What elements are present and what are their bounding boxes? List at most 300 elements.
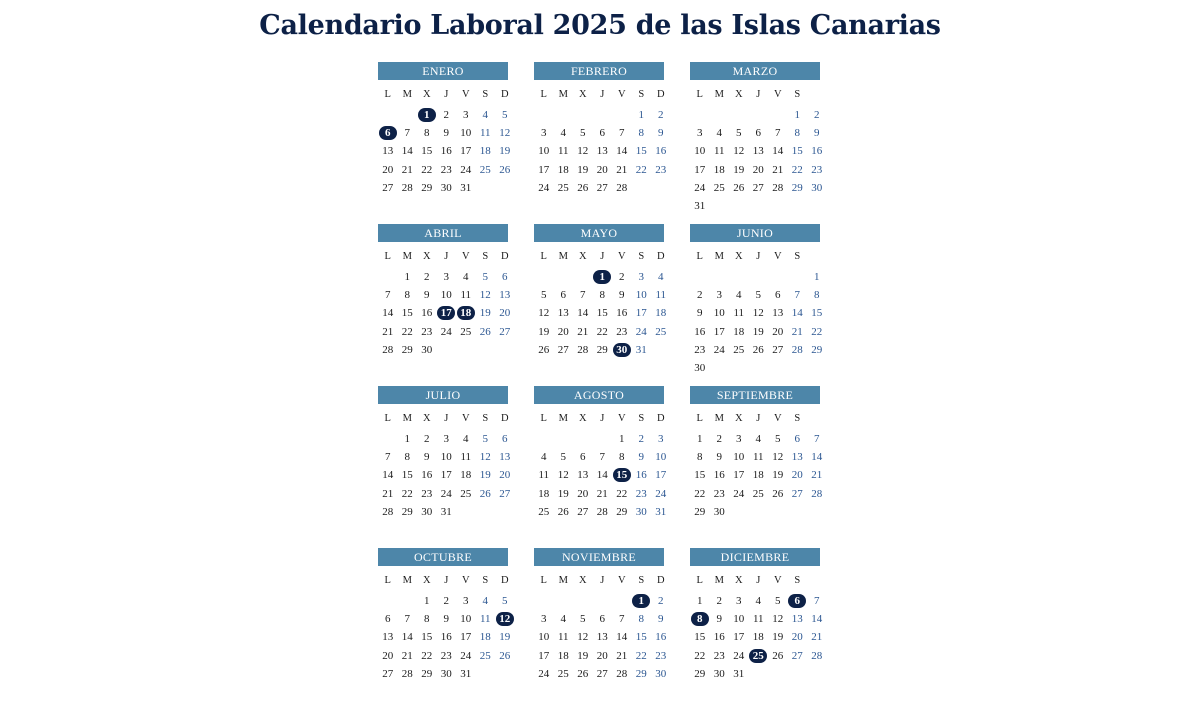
day-number: 21 xyxy=(577,325,589,338)
day-grid xyxy=(690,430,823,521)
day-number: 15 xyxy=(791,145,803,158)
weekday-label: M xyxy=(402,574,412,586)
weekday-label: J xyxy=(444,88,449,100)
day-number: 15 xyxy=(421,145,433,158)
day-number: 11 xyxy=(557,145,569,158)
day-number: 26 xyxy=(752,343,764,356)
day-number: 11 xyxy=(538,469,550,482)
day-number: 9 xyxy=(638,451,644,464)
day-number: 21 xyxy=(382,325,394,338)
day-number: 19 xyxy=(557,487,569,500)
day-number: 12 xyxy=(538,307,550,320)
day-number: 13 xyxy=(752,145,764,158)
day-number: 2 xyxy=(658,109,664,122)
day-number: 30 xyxy=(635,505,647,518)
holiday-day: 18 xyxy=(457,306,475,320)
day-number: 11 xyxy=(655,289,667,302)
day-number: 23 xyxy=(616,325,628,338)
day-number: 26 xyxy=(479,487,491,500)
day-number: 28 xyxy=(811,487,823,500)
day-number: 28 xyxy=(401,667,413,680)
day-number: 19 xyxy=(772,469,784,482)
day-number: 23 xyxy=(421,487,433,500)
weekday-row xyxy=(690,84,820,104)
day-number: 26 xyxy=(557,505,569,518)
day-number: 6 xyxy=(775,289,781,302)
day-number: 29 xyxy=(694,505,706,518)
day-number: 27 xyxy=(596,667,608,680)
weekday-label: X xyxy=(734,88,743,100)
day-number: 22 xyxy=(421,649,433,662)
day-number: 13 xyxy=(557,307,569,320)
day-number: 10 xyxy=(538,631,550,644)
weekday-label: X xyxy=(422,250,431,262)
day-number: 19 xyxy=(577,649,589,662)
day-number: 25 xyxy=(733,343,745,356)
day-number: 29 xyxy=(616,505,628,518)
day-number: 7 xyxy=(814,433,820,446)
day-number: 16 xyxy=(616,307,628,320)
day-number: 26 xyxy=(479,325,491,338)
holiday-day: 15 xyxy=(613,468,631,482)
weekday-label: L xyxy=(384,250,391,262)
day-number: 16 xyxy=(713,469,725,482)
weekday-label: X xyxy=(578,574,587,586)
day-number: 3 xyxy=(541,613,547,626)
day-number: 20 xyxy=(382,163,394,176)
weekday-label: L xyxy=(696,88,703,100)
month-header: ABRIL xyxy=(378,224,508,242)
weekday-label: J xyxy=(756,250,761,262)
day-number: 26 xyxy=(538,343,550,356)
day-number: 18 xyxy=(733,325,745,338)
day-number: 20 xyxy=(791,631,803,644)
day-number: 24 xyxy=(440,487,452,500)
day-number: 16 xyxy=(655,145,667,158)
day-number: 3 xyxy=(541,127,547,140)
day-number: 14 xyxy=(616,145,628,158)
weekday-label: D xyxy=(500,574,509,586)
holiday-day: 12 xyxy=(496,612,514,626)
day-number: 27 xyxy=(791,487,803,500)
day-number: 8 xyxy=(814,289,820,302)
day-number: 12 xyxy=(499,127,511,140)
day-grid xyxy=(690,268,823,377)
calendar-grid xyxy=(378,62,824,704)
day-number: 4 xyxy=(482,109,488,122)
day-number: 21 xyxy=(401,649,413,662)
day-number: 25 xyxy=(752,487,764,500)
day-number: 17 xyxy=(655,469,667,482)
day-grid xyxy=(378,106,511,197)
day-grid xyxy=(534,592,667,683)
day-number: 11 xyxy=(479,127,491,140)
day-number: 30 xyxy=(421,505,433,518)
day-number: 17 xyxy=(694,163,706,176)
day-number: 24 xyxy=(538,667,550,680)
day-number: 30 xyxy=(440,667,452,680)
day-number: 5 xyxy=(541,289,547,302)
day-grid xyxy=(378,430,511,521)
month-header: MAYO xyxy=(534,224,664,242)
month-septiembre xyxy=(690,386,823,542)
holiday-day: 17 xyxy=(437,306,455,320)
weekday-label: V xyxy=(617,250,626,262)
day-number: 21 xyxy=(772,163,784,176)
day-number: 25 xyxy=(557,667,569,680)
day-number: 2 xyxy=(697,289,703,302)
weekday-label: J xyxy=(444,250,449,262)
weekday-label: J xyxy=(600,88,605,100)
day-number: 29 xyxy=(635,667,647,680)
day-number: 4 xyxy=(560,127,566,140)
day-number: 9 xyxy=(658,127,664,140)
day-number: 27 xyxy=(499,325,511,338)
day-number: 15 xyxy=(635,631,647,644)
day-number: 30 xyxy=(655,667,667,680)
day-number: 4 xyxy=(541,451,547,464)
day-number: 17 xyxy=(460,631,472,644)
day-number: 9 xyxy=(443,127,449,140)
month-diciembre xyxy=(690,548,823,704)
month-junio xyxy=(690,224,823,380)
day-number: 11 xyxy=(460,289,472,302)
day-number: 26 xyxy=(772,487,784,500)
weekday-label: J xyxy=(600,250,605,262)
day-number: 20 xyxy=(752,163,764,176)
weekday-row xyxy=(534,246,664,266)
month-mayo xyxy=(534,224,667,380)
day-number: 24 xyxy=(694,181,706,194)
day-number: 18 xyxy=(479,145,491,158)
day-number: 19 xyxy=(479,307,491,320)
day-number: 29 xyxy=(421,181,433,194)
holiday-day: 30 xyxy=(613,343,631,357)
day-number: 22 xyxy=(791,163,803,176)
day-number: 15 xyxy=(811,307,823,320)
day-number: 10 xyxy=(538,145,550,158)
day-number: 22 xyxy=(811,325,823,338)
day-number: 4 xyxy=(755,433,761,446)
month-header: NOVIEMBRE xyxy=(534,548,664,566)
weekday-row xyxy=(534,408,664,428)
day-number: 31 xyxy=(460,181,472,194)
day-number: 31 xyxy=(694,200,706,213)
day-number: 18 xyxy=(557,163,569,176)
day-number: 20 xyxy=(596,649,608,662)
day-number: 10 xyxy=(460,613,472,626)
day-number: 27 xyxy=(577,505,589,518)
day-number: 29 xyxy=(791,181,803,194)
day-number: 24 xyxy=(733,487,745,500)
day-number: 6 xyxy=(560,289,566,302)
weekday-label: D xyxy=(656,412,665,424)
day-number: 28 xyxy=(811,649,823,662)
day-number: 5 xyxy=(775,595,781,608)
weekday-label: J xyxy=(444,574,449,586)
day-number: 14 xyxy=(616,631,628,644)
day-number: 19 xyxy=(752,325,764,338)
day-number: 7 xyxy=(580,289,586,302)
day-number: 20 xyxy=(772,325,784,338)
weekday-label: M xyxy=(714,250,724,262)
weekday-label: L xyxy=(696,574,703,586)
day-number: 4 xyxy=(736,289,742,302)
day-number: 18 xyxy=(752,469,764,482)
day-number: 12 xyxy=(577,631,589,644)
day-number: 2 xyxy=(443,595,449,608)
day-number: 19 xyxy=(479,469,491,482)
day-grid xyxy=(534,106,667,197)
day-number: 10 xyxy=(733,613,745,626)
day-number: 22 xyxy=(694,649,706,662)
weekday-label: D xyxy=(500,250,509,262)
day-number: 20 xyxy=(557,325,569,338)
weekday-label: L xyxy=(384,412,391,424)
day-number: 24 xyxy=(460,163,472,176)
day-number: 14 xyxy=(382,469,394,482)
day-number: 2 xyxy=(638,433,644,446)
day-number: 5 xyxy=(580,127,586,140)
day-number: 3 xyxy=(443,271,449,284)
weekday-row xyxy=(378,408,508,428)
day-number: 8 xyxy=(404,451,410,464)
weekday-label: M xyxy=(402,412,412,424)
day-number: 9 xyxy=(619,289,625,302)
day-number: 26 xyxy=(772,649,784,662)
day-number: 21 xyxy=(811,469,823,482)
day-number: 19 xyxy=(538,325,550,338)
day-number: 10 xyxy=(713,307,725,320)
day-number: 4 xyxy=(716,127,722,140)
day-number: 5 xyxy=(775,433,781,446)
day-number: 22 xyxy=(401,325,413,338)
day-number: 8 xyxy=(794,127,800,140)
day-number: 22 xyxy=(635,163,647,176)
weekday-label: S xyxy=(794,412,801,424)
day-number: 13 xyxy=(382,145,394,158)
day-number: 11 xyxy=(752,613,764,626)
day-number: 15 xyxy=(694,469,706,482)
day-number: 20 xyxy=(596,163,608,176)
day-number: 21 xyxy=(596,487,608,500)
weekday-label: J xyxy=(600,412,605,424)
weekday-label: S xyxy=(482,574,489,586)
weekday-label: S xyxy=(794,88,801,100)
day-number: 7 xyxy=(814,595,820,608)
day-number: 12 xyxy=(479,451,491,464)
day-number: 14 xyxy=(791,307,803,320)
day-number: 14 xyxy=(401,145,413,158)
day-number: 2 xyxy=(443,109,449,122)
day-grid xyxy=(534,268,667,359)
day-number: 15 xyxy=(596,307,608,320)
weekday-label: L xyxy=(540,412,547,424)
day-number: 9 xyxy=(814,127,820,140)
day-number: 8 xyxy=(697,451,703,464)
weekday-label: M xyxy=(402,250,412,262)
day-number: 18 xyxy=(479,631,491,644)
day-number: 23 xyxy=(694,343,706,356)
weekday-label: D xyxy=(500,88,509,100)
day-number: 29 xyxy=(811,343,823,356)
day-number: 8 xyxy=(638,613,644,626)
day-number: 7 xyxy=(385,451,391,464)
day-number: 30 xyxy=(811,181,823,194)
day-number: 10 xyxy=(460,127,472,140)
day-number: 30 xyxy=(694,362,706,375)
day-number: 7 xyxy=(404,613,410,626)
day-number: 15 xyxy=(401,307,413,320)
day-number: 7 xyxy=(404,127,410,140)
day-number: 8 xyxy=(619,451,625,464)
day-number: 5 xyxy=(560,451,566,464)
day-number: 29 xyxy=(596,343,608,356)
day-number: 29 xyxy=(401,343,413,356)
day-number: 13 xyxy=(791,613,803,626)
day-number: 18 xyxy=(713,163,725,176)
day-number: 29 xyxy=(421,667,433,680)
weekday-label: X xyxy=(578,250,587,262)
day-number: 27 xyxy=(596,181,608,194)
day-number: 17 xyxy=(460,145,472,158)
day-number: 25 xyxy=(460,487,472,500)
weekday-label: J xyxy=(756,412,761,424)
day-number: 30 xyxy=(421,343,433,356)
day-number: 23 xyxy=(421,325,433,338)
weekday-row xyxy=(690,246,820,266)
day-number: 26 xyxy=(577,181,589,194)
day-number: 27 xyxy=(499,487,511,500)
weekday-label: M xyxy=(714,574,724,586)
day-number: 16 xyxy=(421,469,433,482)
day-number: 22 xyxy=(596,325,608,338)
day-number: 21 xyxy=(811,631,823,644)
day-number: 2 xyxy=(716,595,722,608)
day-number: 11 xyxy=(460,451,472,464)
weekday-label: L xyxy=(540,250,547,262)
day-number: 23 xyxy=(713,487,725,500)
day-number: 13 xyxy=(499,289,511,302)
weekday-label: J xyxy=(756,88,761,100)
day-number: 8 xyxy=(638,127,644,140)
weekday-row xyxy=(378,246,508,266)
day-number: 16 xyxy=(421,307,433,320)
day-number: 5 xyxy=(755,289,761,302)
day-number: 28 xyxy=(382,505,394,518)
day-number: 28 xyxy=(382,343,394,356)
holiday-day: 25 xyxy=(749,649,767,663)
weekday-label: J xyxy=(600,574,605,586)
day-number: 6 xyxy=(580,451,586,464)
day-number: 4 xyxy=(482,595,488,608)
day-number: 24 xyxy=(460,649,472,662)
day-number: 6 xyxy=(502,271,508,284)
day-number: 21 xyxy=(401,163,413,176)
day-number: 31 xyxy=(655,505,667,518)
day-number: 12 xyxy=(479,289,491,302)
weekday-label: L xyxy=(540,88,547,100)
month-octubre xyxy=(378,548,511,704)
day-number: 7 xyxy=(775,127,781,140)
day-number: 23 xyxy=(655,163,667,176)
day-number: 12 xyxy=(772,451,784,464)
day-number: 11 xyxy=(733,307,745,320)
day-number: 16 xyxy=(440,145,452,158)
day-number: 13 xyxy=(382,631,394,644)
day-number: 24 xyxy=(440,325,452,338)
day-number: 13 xyxy=(596,631,608,644)
day-number: 1 xyxy=(794,109,800,122)
day-number: 17 xyxy=(635,307,647,320)
day-number: 10 xyxy=(733,451,745,464)
day-number: 18 xyxy=(557,649,569,662)
weekday-label: S xyxy=(638,88,645,100)
day-number: 24 xyxy=(655,487,667,500)
day-number: 9 xyxy=(424,451,430,464)
day-number: 27 xyxy=(772,343,784,356)
day-number: 28 xyxy=(616,667,628,680)
day-number: 6 xyxy=(599,613,605,626)
day-number: 7 xyxy=(385,289,391,302)
day-number: 8 xyxy=(424,127,430,140)
day-number: 13 xyxy=(596,145,608,158)
day-number: 19 xyxy=(499,145,511,158)
day-number: 4 xyxy=(463,271,469,284)
day-number: 3 xyxy=(463,109,469,122)
day-number: 5 xyxy=(736,127,742,140)
weekday-label: X xyxy=(422,412,431,424)
weekday-label: S xyxy=(638,412,645,424)
weekday-label: X xyxy=(734,412,743,424)
month-marzo xyxy=(690,62,823,218)
day-grid xyxy=(690,106,823,215)
day-number: 10 xyxy=(440,289,452,302)
day-number: 14 xyxy=(596,469,608,482)
day-number: 24 xyxy=(733,649,745,662)
day-number: 28 xyxy=(616,181,628,194)
day-number: 22 xyxy=(616,487,628,500)
day-number: 3 xyxy=(736,595,742,608)
day-number: 12 xyxy=(752,307,764,320)
day-number: 5 xyxy=(502,595,508,608)
day-number: 23 xyxy=(655,649,667,662)
day-number: 13 xyxy=(772,307,784,320)
day-number: 26 xyxy=(733,181,745,194)
month-header: SEPTIEMBRE xyxy=(690,386,820,404)
day-number: 10 xyxy=(655,451,667,464)
day-number: 22 xyxy=(421,163,433,176)
holiday-day: 6 xyxy=(379,126,397,140)
day-number: 31 xyxy=(460,667,472,680)
day-number: 16 xyxy=(694,325,706,338)
weekday-label: S xyxy=(482,412,489,424)
day-number: 28 xyxy=(577,343,589,356)
weekday-label: V xyxy=(617,88,626,100)
weekday-label: L xyxy=(384,88,391,100)
day-number: 16 xyxy=(655,631,667,644)
weekday-row xyxy=(690,408,820,428)
day-number: 2 xyxy=(658,595,664,608)
day-number: 30 xyxy=(713,505,725,518)
day-number: 1 xyxy=(424,595,430,608)
day-number: 25 xyxy=(479,649,491,662)
weekday-label: X xyxy=(578,88,587,100)
month-julio xyxy=(378,386,511,542)
day-number: 9 xyxy=(716,613,722,626)
weekday-label: S xyxy=(482,250,489,262)
day-number: 26 xyxy=(499,163,511,176)
